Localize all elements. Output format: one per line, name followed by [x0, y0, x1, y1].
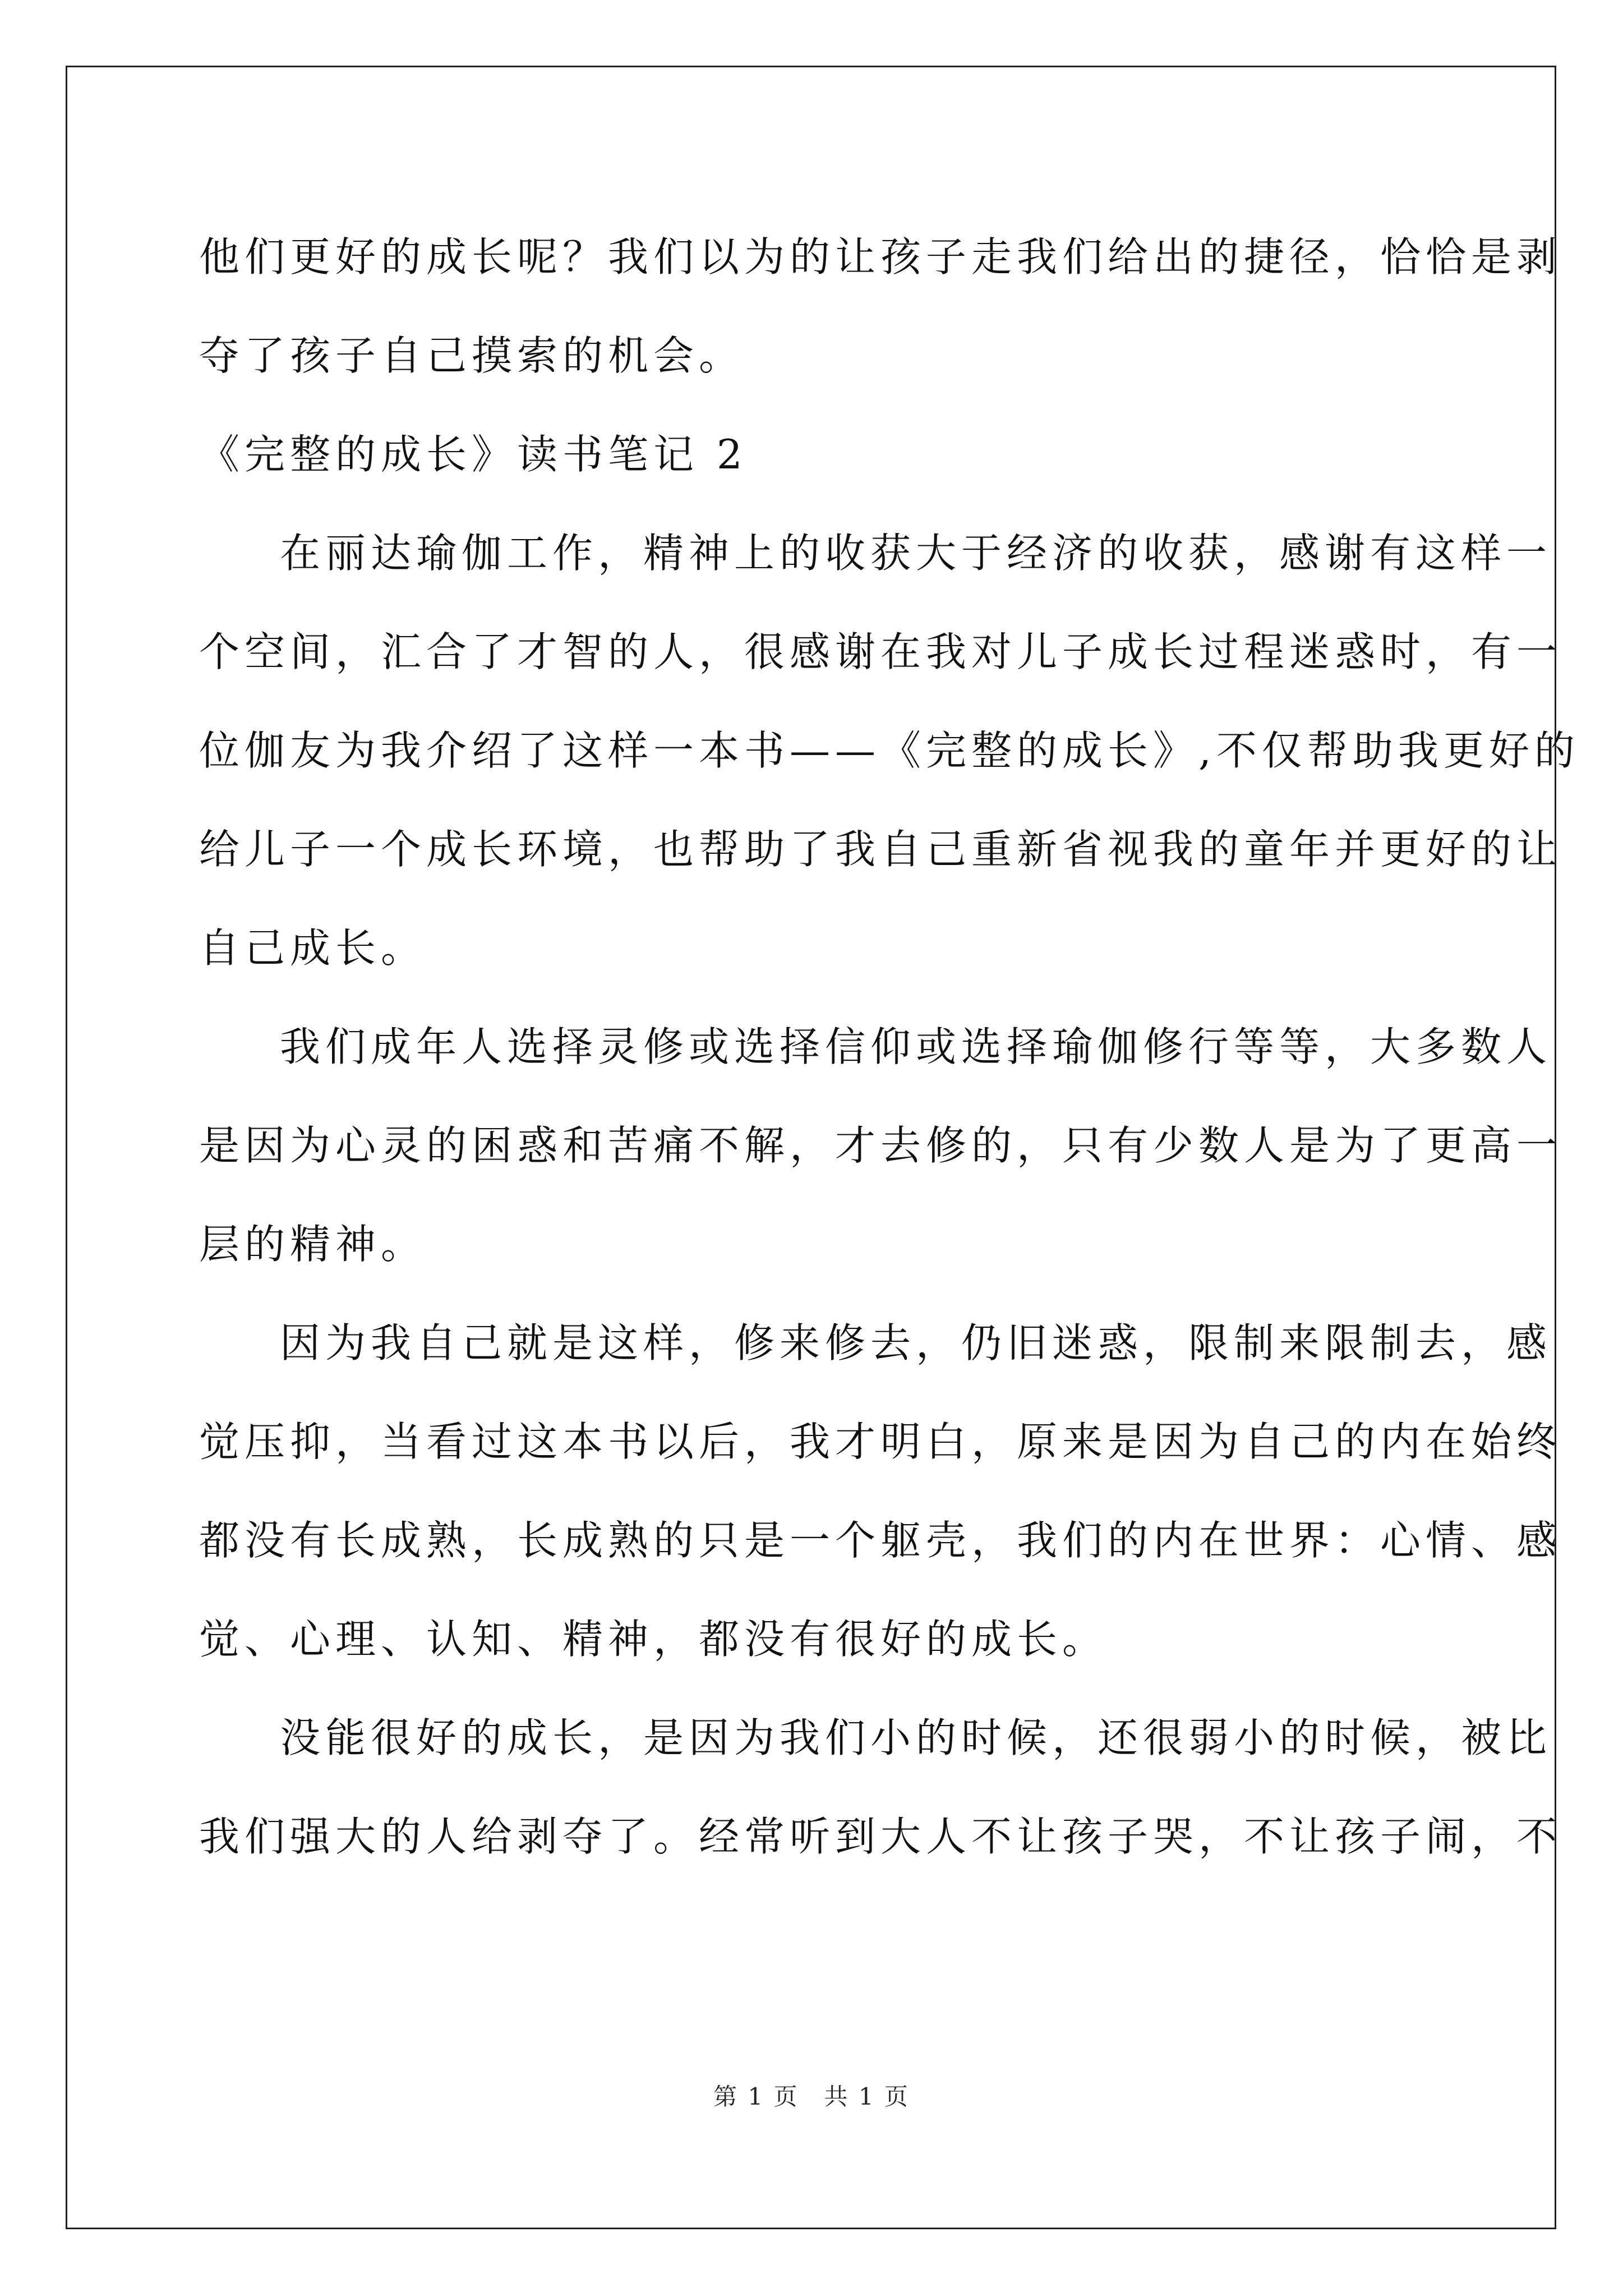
text-line: 是因为心灵的困惑和苦痛不解，才去修的，只有少数人是为了更高一	[199, 1122, 1562, 1169]
page-footer: 第 1 页 共 1 页	[713, 2083, 910, 2110]
text-line: 觉、心理、认知、精神，都没有很好的成长。	[199, 1616, 1108, 1663]
text-line: 在丽达瑜伽工作，精神上的收获大于经济的收获，感谢有这样一	[280, 530, 1552, 577]
text-line: 没能很好的成长，是因为我们小的时候，还很弱小的时候，被比	[280, 1714, 1552, 1761]
document-body	[199, 208, 1580, 1886]
text-line: 位伽友为我介绍了这样一本书——《完整的成长》,不仅帮助我更好的	[199, 727, 1580, 774]
text-line: 我们强大的人给剥夺了。经常听到大人不让孩子哭，不让孩子闹，不	[199, 1813, 1562, 1860]
text-line: 个空间，汇合了才智的人，很感谢在我对儿子成长过程迷惑时，有一	[199, 628, 1562, 675]
text-line: 觉压抑，当看过这本书以后，我才明白，原来是因为自己的内在始终	[199, 1418, 1562, 1465]
text-line: 给儿子一个成长环境，也帮助了我自己重新省视我的童年并更好的让	[199, 826, 1562, 873]
text-line: 自己成长。	[199, 924, 427, 972]
text-line: 夺了孩子自己摸索的机会。	[199, 332, 745, 379]
text-line: 因为我自己就是这样，修来修去，仍旧迷惑，限制来限制去，感	[280, 1319, 1552, 1366]
text-line: 层的精神。	[199, 1221, 427, 1268]
text-line: 我们成年人选择灵修或选择信仰或选择瑜伽修行等等，大多数人	[280, 1023, 1552, 1070]
text-line: 他们更好的成长呢？我们以为的让孩子走我们给出的捷径，恰恰是剥	[199, 233, 1562, 280]
text-line: 都没有长成熟，长成熟的只是一个躯壳，我们的内在世界：心情、感	[199, 1517, 1562, 1564]
section-heading: 《完整的成长》读书笔记 2	[199, 431, 748, 478]
